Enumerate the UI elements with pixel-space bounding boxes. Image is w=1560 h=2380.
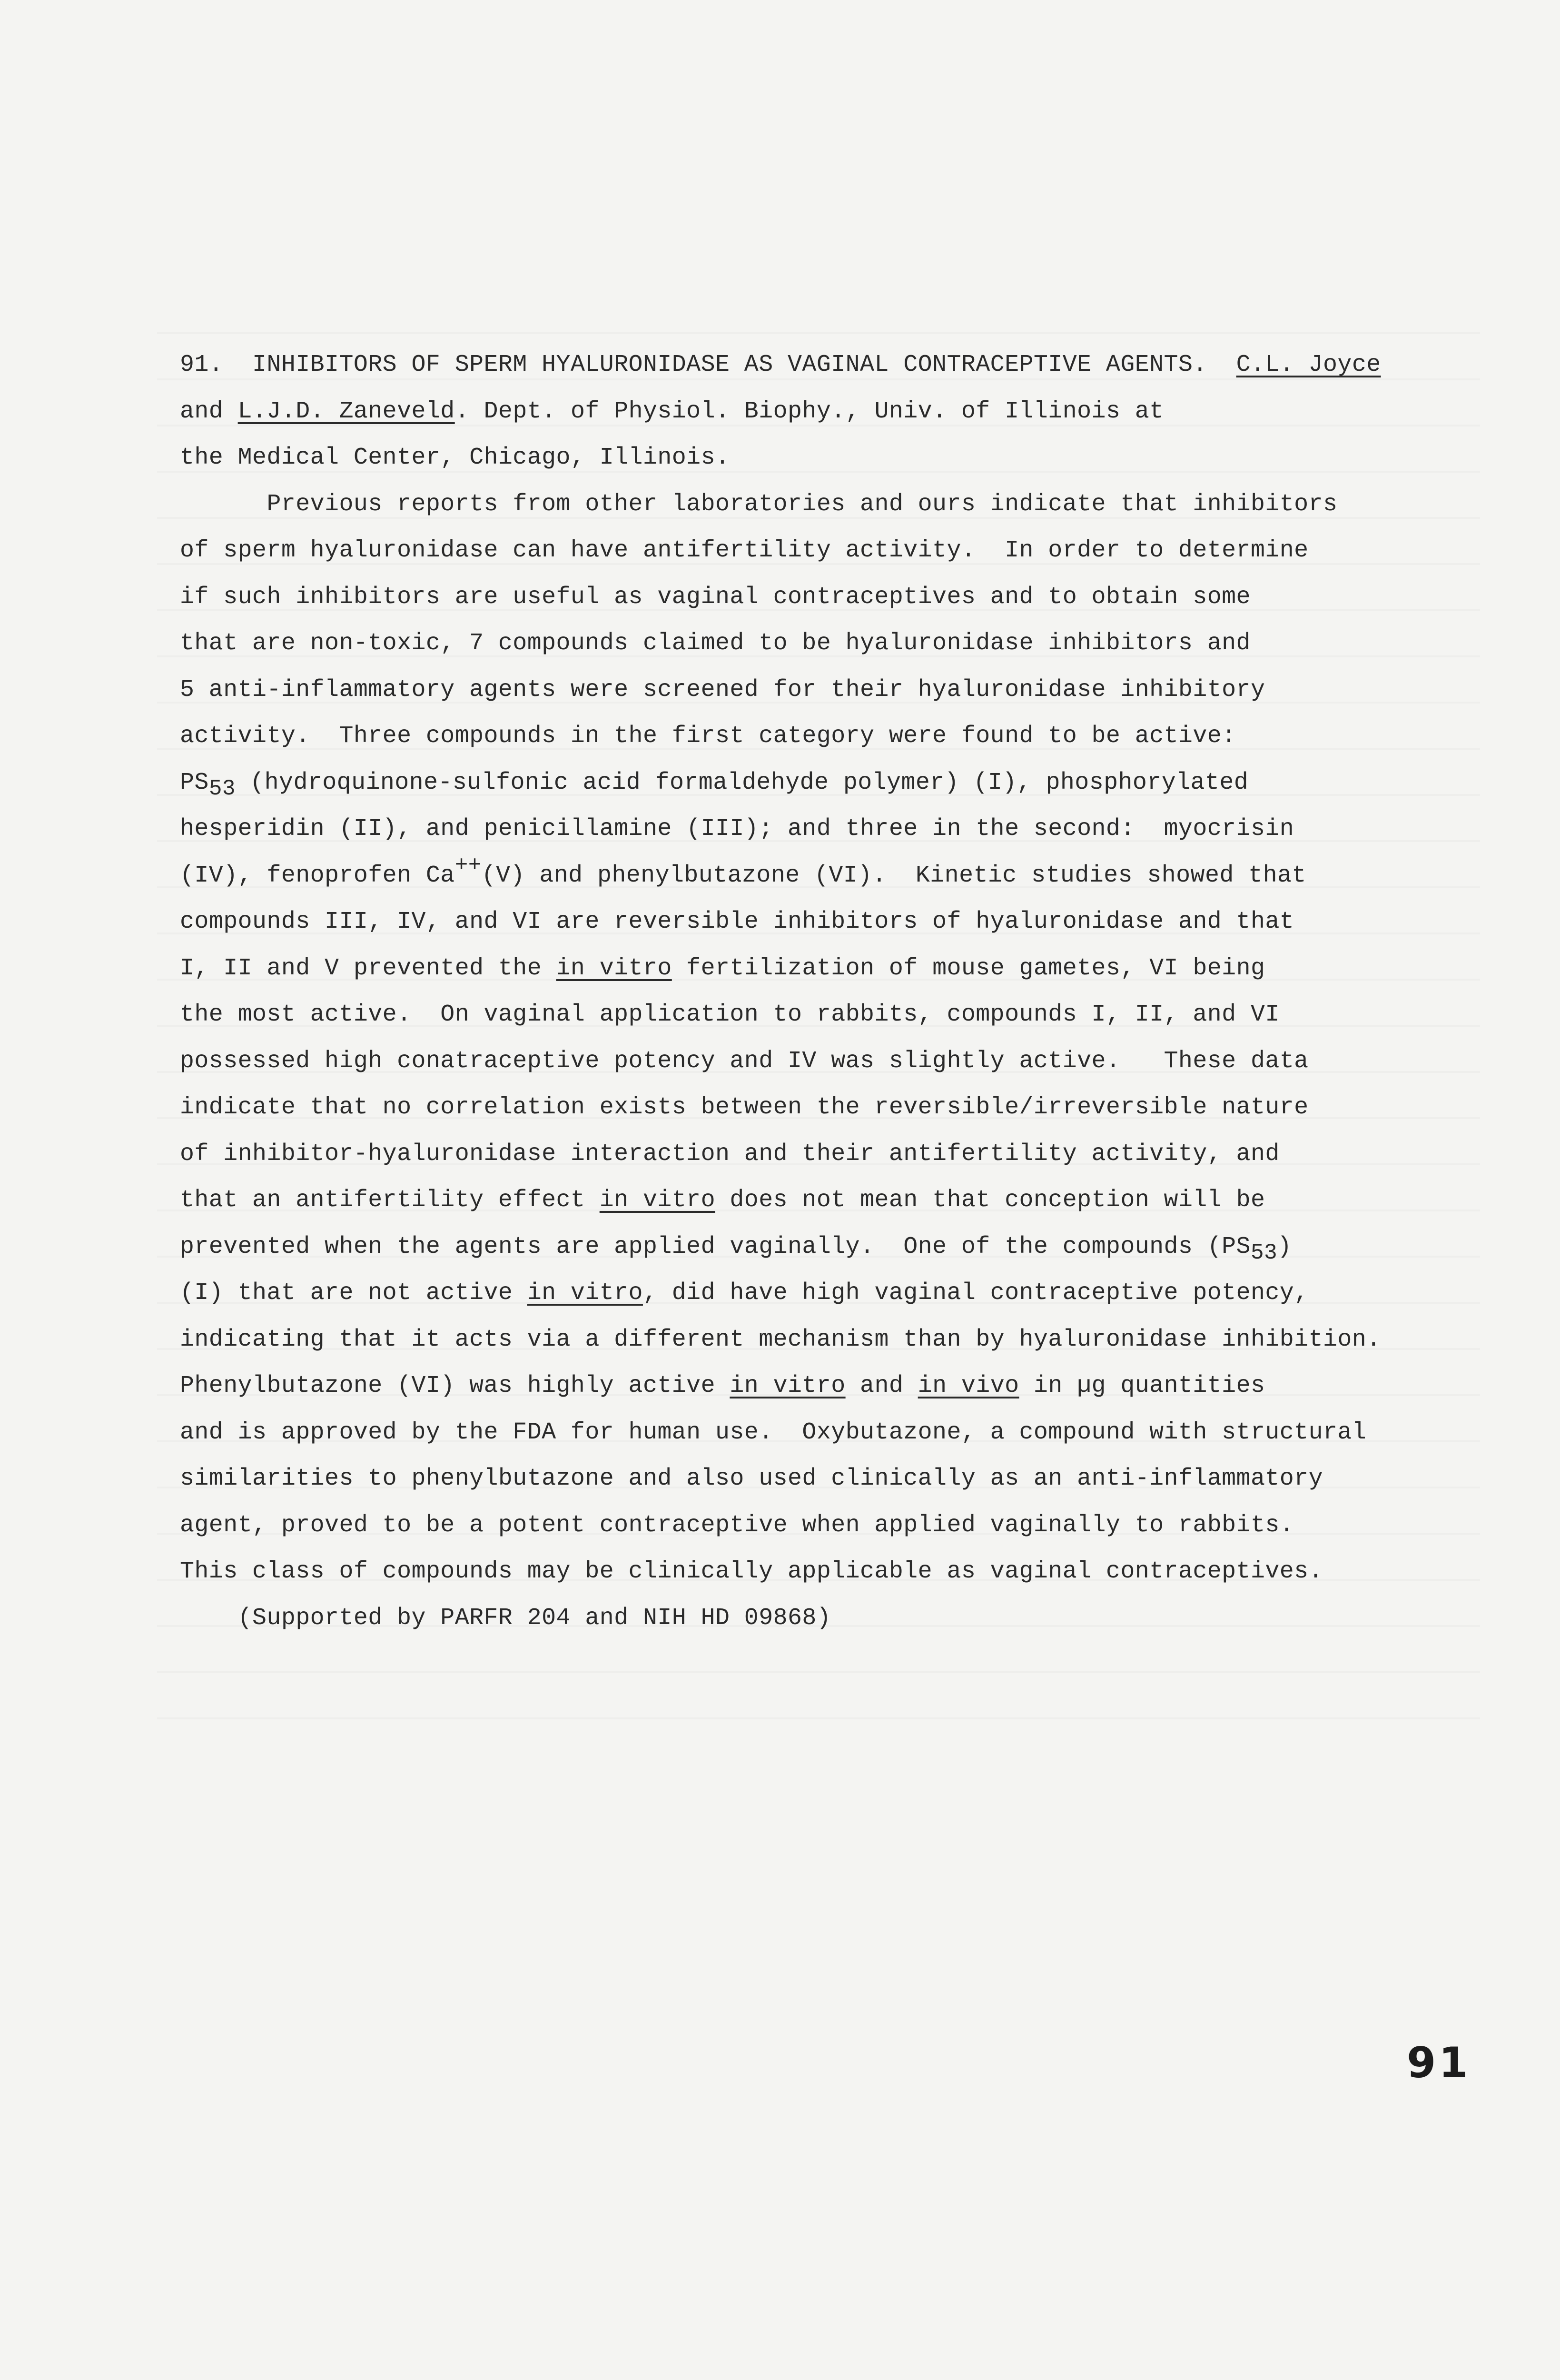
body-line-5: 5 anti-inflammatory agents were screened for their hyaluronidase inhibitory <box>180 676 1265 704</box>
body-line-1: Previous reports from other laboratories and ours indicate that inhibitors <box>267 490 1338 518</box>
body-line-15: of inhibitor-hyaluronidase interaction and their antifertility activity, and <box>180 1140 1280 1168</box>
body-line-16: that an antifertility effect in vitro does not mean that conception will be <box>180 1187 1265 1214</box>
body-line-8: hesperidin (II), and penicillamine (III); and three in the second: myocrisin <box>180 815 1294 843</box>
body-line-11: I, II and V prevented the in vitro fertilization of mouse gametes, VI being <box>180 954 1265 982</box>
and-word: and <box>180 397 224 425</box>
subscript-53: 53 <box>1250 1240 1277 1265</box>
superscript-plusplus: ++ <box>454 853 482 878</box>
body-line-13: possessed high conatraceptive potency and IV was slightly active. These data <box>180 1047 1309 1075</box>
affiliation-line <box>180 435 1474 481</box>
body-line-2: of sperm hyaluronidase can have antifertility activity. In order to determine <box>180 537 1309 564</box>
body-line-23: agent, proved to be a potent contraceptive when applied vaginally to rabbits. <box>180 1511 1294 1539</box>
body-line-9: (IV), fenoprofen Ca++(V) and phenylbutazone (VI). Kinetic studies showed that <box>180 853 1306 889</box>
body-line-17: prevented when the agents are applied vaginally. One of the compounds (PS53) <box>180 1233 1292 1265</box>
body-line-3: if such inhibitors are useful as vaginal contraceptives and to obtain some <box>180 583 1251 611</box>
funding-statement: (Supported by PARFR 204 and NIH HD 09868) <box>237 1604 831 1632</box>
body-line-22: similarities to phenylbutazone and also used clinically as an anti-inflammatory <box>180 1465 1323 1492</box>
in-vitro-term: in vitro <box>527 1279 643 1307</box>
author-2: L.J.D. Zaneveld <box>237 397 455 425</box>
abstract-number: 91. <box>180 351 224 378</box>
page-number: 91 <box>1407 2038 1471 2087</box>
subscript-53: 53 <box>208 776 236 801</box>
abstract-block <box>180 342 1474 1641</box>
body-line-18: (I) that are not active in vitro, did have high vaginal contraceptive potency, <box>180 1279 1309 1307</box>
body-line-7: PS53 (hydroquinone-sulfonic acid formaldehyde polymer) (I), phosphorylated <box>180 769 1249 801</box>
in-vitro-term: in vitro <box>730 1372 846 1399</box>
body-line-12: the most active. On vaginal application to rabbits, compounds I, II, and VI <box>180 1001 1280 1028</box>
body-line-4: that are non-toxic, 7 compounds claimed to be hyaluronidase inhibitors and <box>180 630 1251 657</box>
body-line-21: and is approved by the FDA for human use. Oxybutazone, a compound with structural <box>180 1418 1367 1446</box>
support-line <box>180 1595 1474 1642</box>
affiliation-part-2: the Medical Center, Chicago, Illinois. <box>180 444 730 471</box>
abstract-heading: INHIBITORS OF SPERM HYALURONIDASE AS VAGINAL CONTRACEPTIVE AGENTS. <box>252 351 1207 378</box>
body-line-10: compounds III, IV, and VI are reversible inhibitors of hyaluronidase and that <box>180 908 1294 935</box>
in-vivo-term: in vivo <box>918 1372 1019 1399</box>
author-1: C.L. Joyce <box>1236 351 1381 378</box>
body-line-24: This class of compounds may be clinically applicable as vaginal contraceptives. <box>180 1558 1323 1585</box>
author-line: and L.J.D. Zaneveld. Dept. of Physiol. Biophy., Univ. of Illinois at <box>180 397 1164 425</box>
affiliation-part-1: Dept. of Physiol. Biophy., Univ. of Illinois at <box>484 397 1164 425</box>
title-line <box>180 342 1474 388</box>
in-vitro-term: in vitro <box>599 1187 715 1214</box>
body-line-20: Phenylbutazone (VI) was highly active in vitro and in vivo in µg quantities <box>180 1372 1265 1399</box>
in-vitro-term: in vitro <box>556 954 672 982</box>
body-line-6: activity. Three compounds in the first category were found to be active: <box>180 723 1236 750</box>
body-line-19: indicating that it acts via a different mechanism than by hyaluronidase inhibition. <box>180 1326 1381 1353</box>
body-line-14: indicate that no correlation exists between the reversible/irreversible nature <box>180 1094 1309 1121</box>
